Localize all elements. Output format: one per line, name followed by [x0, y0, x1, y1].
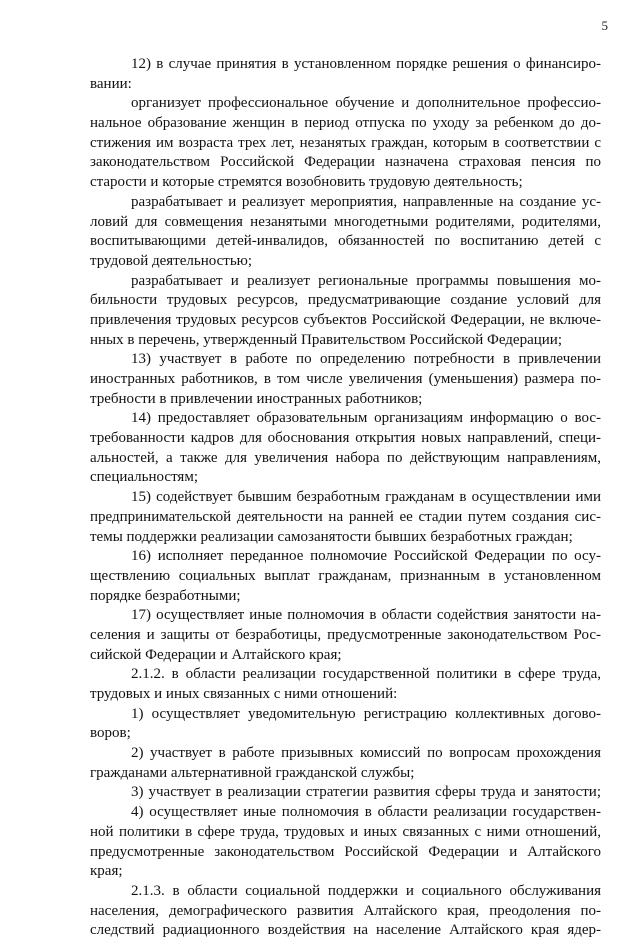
text-line: 3) участвует в реализации стратегии развития сферы труда и занятости; — [131, 784, 601, 801]
text-line: предпринимательской деятельности на ранней ее стадии путем создания сис- — [90, 508, 601, 525]
text-line: требности в привлечении иностранных работников; — [90, 390, 423, 407]
text-line: разрабатывает и реализует мероприятия, направленные на создание ус- — [131, 193, 601, 210]
text-line: 1) осуществляет уведомительную регистрацию коллективных догово- — [131, 705, 601, 722]
text-line: иностранных работников, в том числе увеличения (уменьшения) размера по- — [90, 371, 601, 387]
text-line: разрабатывает и реализует региональные программы повышения мо- — [131, 272, 601, 289]
text-line: нных в перечень, утвержденный Правительством Российской Федерации; — [90, 331, 562, 348]
page-number: 5 — [601, 18, 608, 33]
text-line: привлечения трудовых ресурсов субъектов Российской Федерации, не включе- — [90, 311, 601, 328]
text-line: воспитывающими детей-инвалидов, обязанностей по воспитанию детей с — [90, 233, 601, 250]
text-line: 2.1.3. в области социальной поддержки и социального обслуживания — [131, 882, 601, 899]
text-line: селения и защиты от безработицы, предусмотренные законодательством Рос- — [90, 626, 601, 643]
text-line: 13) участвует в работе по определению потребности в привлечении — [131, 351, 601, 368]
text-line: законодательством Российской Федерации назначена страховая пенсия по — [90, 154, 601, 171]
text-line: старости и которые стремятся возобновить трудовую деятельность; — [90, 174, 523, 191]
text-line: ной политики в сфере труда, трудовых и иных связанных с ними отношений, — [90, 823, 601, 840]
text-line: ществлению социальных выплат гражданам, признанным в установленном — [90, 567, 601, 584]
text-line: темы поддержки реализации самозанятости бывших безработных граждан; — [90, 528, 573, 545]
text-line: трудовой деятельностью; — [90, 252, 253, 269]
text-line: вании: — [90, 75, 132, 92]
text-line: воров; — [90, 725, 131, 742]
text-line: следствий радиационного воздействия на население Алтайского края ядер- — [90, 922, 601, 939]
text-line: требованности кадров для обоснования открытия новых направлений, специ- — [90, 430, 601, 447]
text-line: 4) осуществляет иные полномочия в области реализации государствен- — [131, 804, 601, 821]
text-line: 16) исполняет переданное полномочие Российской Федерации по осу- — [131, 548, 601, 565]
text-line: 2.1.2. в области реализации государственной политики в сфере труда, — [131, 666, 601, 683]
text-line: предусмотренные законодательством Российской Федерации и Алтайского — [90, 843, 601, 860]
text-line: населения, демографического развития Алтайского края, преодоления по- — [90, 902, 601, 919]
text-line: специальностям; — [90, 469, 198, 486]
text-line: гражданами альтернативной гражданской службы; — [90, 764, 415, 781]
text-line: 14) предоставляет образовательным организациям информацию о вос- — [131, 410, 601, 427]
text-line: трудовых и иных связанных с ними отношений: — [90, 686, 398, 702]
text-line: порядке безработными; — [90, 587, 241, 604]
document-body — [90, 55, 601, 941]
text-line: стижения им возраста трех лет, незанятых граждан, которым в соответствии с — [90, 134, 601, 151]
text-line: бильности трудовых ресурсов, предусматривающие создание условий для — [90, 292, 601, 309]
text-line: организует профессиональное обучение и дополнительное профессио- — [131, 95, 601, 112]
text-line: нальное образование женщин в период отпуска по уходу за ребенком до до- — [90, 115, 601, 132]
text-line: сийской Федерации и Алтайского края; — [90, 646, 342, 663]
text-line: 12) в случае принятия в установленном порядке решения о финансиро- — [131, 56, 601, 72]
text-line: 17) осуществляет иные полномочия в области содействия занятости на- — [131, 607, 601, 624]
text-line: ловий для совмещения незанятыми многодетными родителями, родителями, — [90, 213, 601, 230]
text-line: альностей, а также для увеличения набора по действующим направлениям, — [90, 449, 601, 466]
text-line: 15) содействует бывшим безработным гражданам в осуществлении ими — [131, 489, 601, 506]
text-line: края; — [90, 863, 123, 880]
text-line: 2) участвует в работе призывных комиссий по вопросам прохождения — [131, 745, 601, 762]
